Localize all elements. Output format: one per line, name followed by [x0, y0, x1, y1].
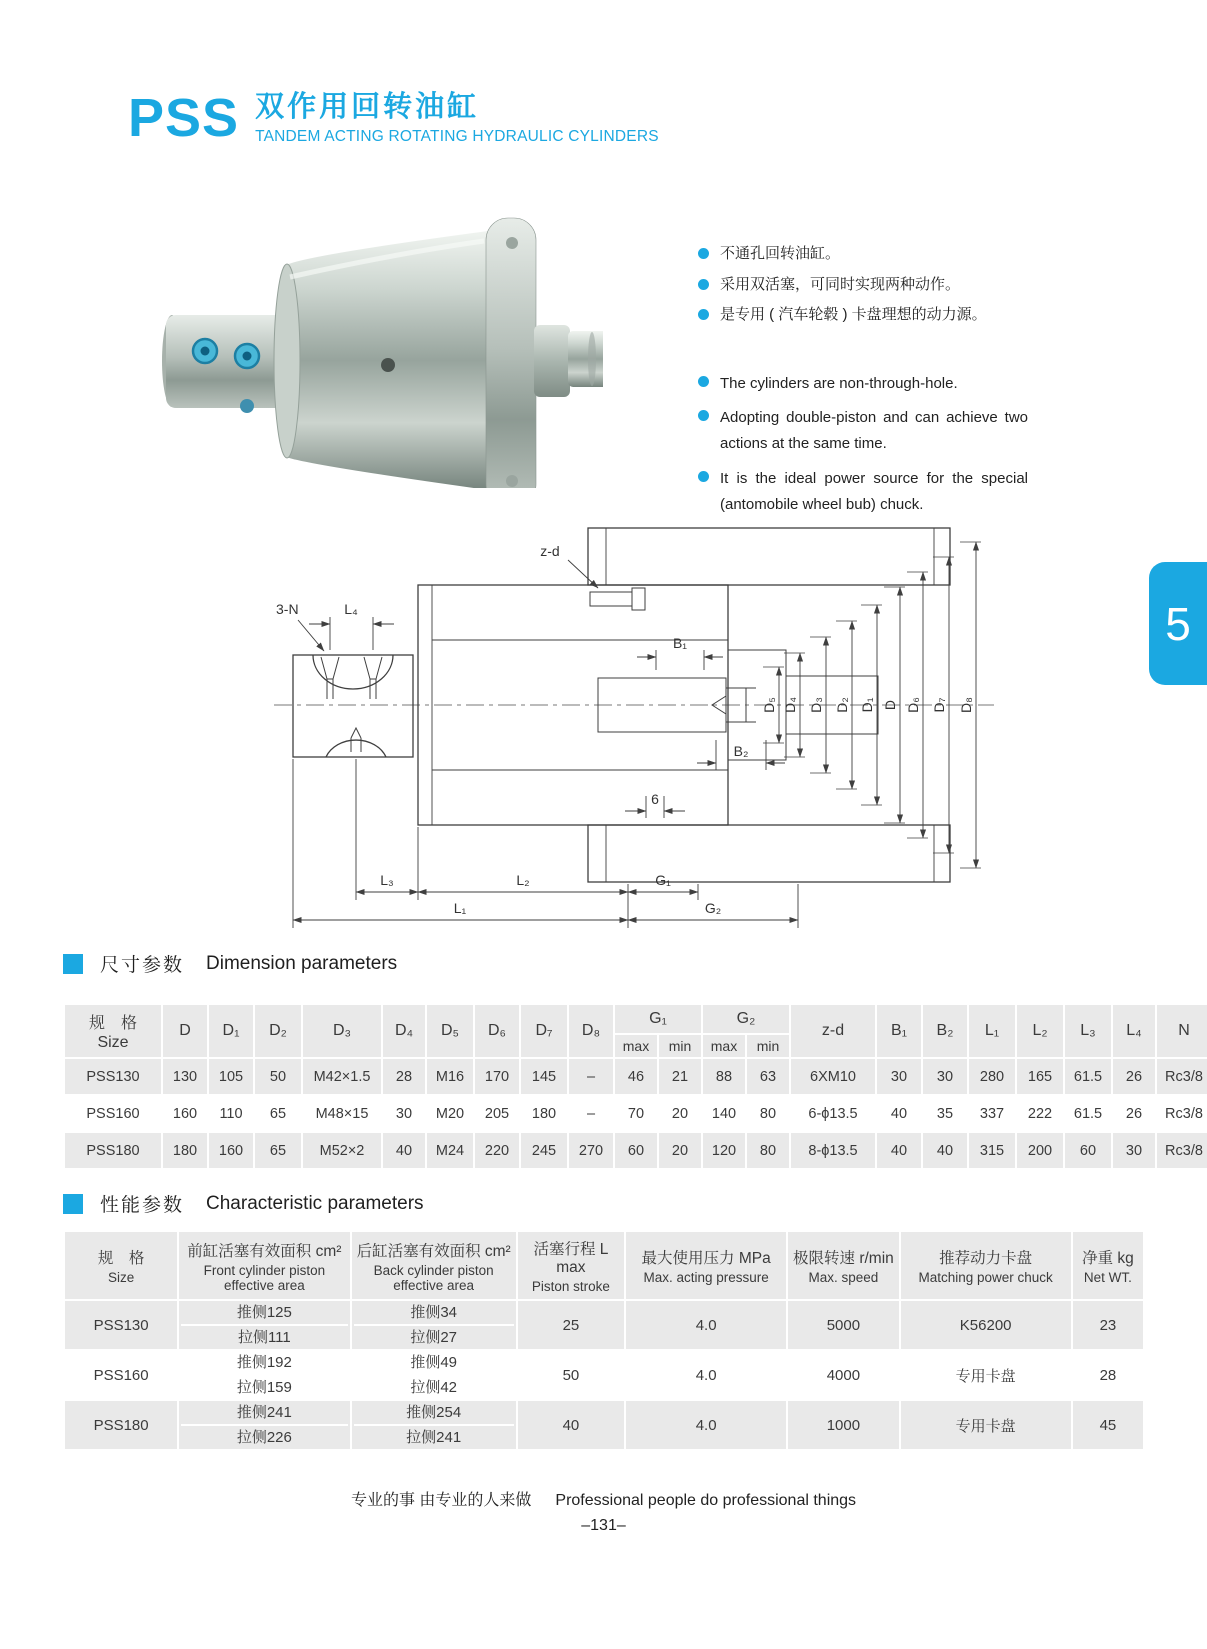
feature-list: [698, 243, 1028, 526]
table-cell: 25: [518, 1301, 624, 1349]
characteristic-table: [63, 1230, 1145, 1451]
section-title-zh: 性能参数: [100, 1195, 185, 1216]
table-cell: 160: [209, 1133, 253, 1168]
table-cell: 222: [1017, 1096, 1063, 1131]
table-cell: 6-ϕ13.5: [791, 1096, 875, 1131]
dim-label-3n: 3-N: [276, 601, 299, 617]
product-photo-image: [148, 203, 603, 488]
table-cell: 30: [923, 1059, 967, 1094]
table-cell: 130: [163, 1059, 207, 1094]
dim-label-g1: G₁: [655, 872, 671, 888]
section-bullet-icon: [63, 1194, 83, 1214]
cell-line: 拉侧42: [354, 1374, 514, 1399]
column-header: [352, 1232, 516, 1299]
header-size-zh: 规 格: [88, 1015, 137, 1032]
technical-drawing-image: [268, 500, 1003, 935]
header-en: Max. acting pressure: [643, 1270, 769, 1285]
table-cell: PSS180: [65, 1133, 161, 1168]
table-cell: 35: [923, 1096, 967, 1131]
cell-line: 拉侧159: [181, 1374, 347, 1399]
table-cell: 专用卡盘: [901, 1401, 1071, 1449]
column-header: B₂: [923, 1005, 967, 1057]
feature-list-en: [698, 371, 1028, 518]
table-cell: 80: [747, 1133, 789, 1168]
dim-label-b1: B₁: [672, 635, 688, 651]
feature-text: 是专用 ( 汽车轮毂 ) 卡盘理想的动力源。: [720, 306, 987, 323]
table-cell: 140: [703, 1096, 745, 1131]
cell-line: 拉侧111: [181, 1324, 347, 1349]
dim-label-d3: D₃: [808, 697, 824, 713]
cell-line: 推侧49: [410, 1354, 457, 1371]
chapter-number: 5: [1165, 597, 1191, 650]
header-zh: 最大使用压力 MPa: [641, 1250, 771, 1267]
section-title-en: Dimension parameters: [206, 952, 398, 974]
table-cell: 70: [615, 1096, 657, 1131]
feature-item: [698, 405, 1028, 457]
table-cell: [179, 1351, 349, 1399]
technical-drawing: [268, 500, 1003, 935]
feature-text: 不通孔回转油缸。: [720, 245, 841, 262]
header-zh: 净重 kg: [1082, 1250, 1134, 1267]
dim-label-d8: D₈: [958, 697, 974, 713]
table-cell: [352, 1301, 516, 1349]
table-cell: 1000: [788, 1401, 898, 1449]
drum-hole: [381, 358, 395, 372]
page-number: –131–: [581, 1517, 626, 1534]
header-zh: 活塞行程 L max: [533, 1241, 609, 1276]
header-zh: 前缸活塞有效面积 cm²: [187, 1242, 342, 1260]
header-zh: 极限转速 r/min: [793, 1250, 894, 1267]
table-cell: [352, 1351, 516, 1399]
table-cell: Rc3/8: [1157, 1133, 1207, 1168]
table-cell: 专用卡盘: [901, 1351, 1071, 1399]
dim-label-l2: L₂: [516, 872, 530, 888]
column-header: D₇: [521, 1005, 567, 1057]
drum-face: [274, 264, 300, 458]
table-cell: 61.5: [1065, 1059, 1111, 1094]
table-cell: 50: [518, 1351, 624, 1399]
title-block: [255, 92, 659, 146]
table-cell: 105: [209, 1059, 253, 1094]
feature-item: [698, 371, 1028, 397]
table-cell: 40: [877, 1133, 921, 1168]
dimension-table-body: [65, 1059, 1207, 1168]
table-cell: 337: [969, 1096, 1015, 1131]
table-cell: 180: [163, 1133, 207, 1168]
table-cell: 4.0: [626, 1351, 786, 1399]
cell-line: 拉侧241: [354, 1424, 514, 1449]
table-cell: 26: [1113, 1059, 1155, 1094]
section-bullet-icon: [63, 954, 83, 974]
header-en: Size: [107, 1270, 135, 1285]
column-header: D₄: [383, 1005, 425, 1057]
table-cell: PSS130: [65, 1059, 161, 1094]
table-cell: 65: [255, 1096, 301, 1131]
dimension-lines: [293, 542, 981, 928]
dim-label-d1: D₁: [859, 697, 875, 713]
table-cell: 4.0: [626, 1301, 786, 1349]
table-cell: PSS180: [65, 1401, 177, 1449]
flange-hole: [506, 475, 518, 487]
table-cell: 145: [521, 1059, 567, 1094]
hub: [534, 325, 570, 397]
dim-label-d: D: [882, 699, 898, 711]
chapter-tab: [1149, 562, 1207, 685]
header-en: Front cylinder piston effective area: [203, 1262, 326, 1293]
table-cell: 20: [659, 1096, 701, 1131]
table-cell: –: [569, 1059, 613, 1094]
table-row: [65, 1059, 1207, 1094]
table-cell: 20: [659, 1133, 701, 1168]
column-header: D₁: [209, 1005, 253, 1057]
cell-line: 推侧241: [236, 1404, 292, 1421]
column-header: L₁: [969, 1005, 1015, 1057]
oil-port-hole: [201, 347, 210, 356]
feature-list-zh: [698, 243, 1028, 327]
table-cell: [352, 1401, 516, 1449]
dim-label-d5: D₅: [761, 697, 777, 713]
section-title-zh: 尺寸参数: [100, 955, 185, 976]
table-cell: PSS160: [65, 1351, 177, 1399]
table-cell: M42×1.5: [303, 1059, 381, 1094]
column-header-g1: G₁: [615, 1005, 701, 1033]
bullet-icon: [698, 471, 709, 482]
dim-label-l4: L₄: [344, 601, 358, 617]
shaft-step: [588, 332, 596, 386]
subheader-max: max: [703, 1035, 745, 1057]
table-cell: 4000: [788, 1351, 898, 1399]
table-cell: 315: [969, 1133, 1015, 1168]
dimension-table: [63, 1003, 1203, 1170]
table-cell: 60: [615, 1133, 657, 1168]
table-cell: –: [569, 1096, 613, 1131]
subheader-max: max: [615, 1035, 657, 1057]
table-cell: 23: [1073, 1301, 1143, 1349]
header-en: Piston stroke: [531, 1279, 610, 1294]
dim-label-d4: D₄: [782, 697, 798, 713]
header-zh: 规 格: [97, 1250, 145, 1267]
flange-disc: [486, 218, 536, 488]
table-cell: 120: [703, 1133, 745, 1168]
column-header-size: [65, 1005, 161, 1057]
flange-hole: [506, 237, 518, 249]
header-en: Matching power chuck: [918, 1270, 1053, 1285]
feature-text: Adopting double-piston and can achieve two actions at the same time.: [720, 409, 1028, 453]
table-cell: 40: [923, 1133, 967, 1168]
column-header: [626, 1232, 786, 1299]
column-header: [1073, 1232, 1143, 1299]
dim-label-d7: D₇: [931, 697, 947, 713]
table-cell: 270: [569, 1133, 613, 1168]
table-row: [65, 1351, 1143, 1399]
table-cell: 8-ϕ13.5: [791, 1133, 875, 1168]
shaft: [568, 331, 603, 387]
table-cell: 61.5: [1065, 1096, 1111, 1131]
table-cell: 180: [521, 1096, 567, 1131]
footer-slogan-zh: 专业的事 由专业的人来做: [350, 1492, 532, 1509]
footer-slogan: [0, 1487, 1207, 1510]
column-header: [788, 1232, 898, 1299]
table-cell: 30: [877, 1059, 921, 1094]
cell-line: 推侧254: [406, 1404, 462, 1421]
cell-line: 推侧125: [236, 1304, 292, 1321]
oil-port-lower: [240, 399, 254, 413]
table-cell: M52×2: [303, 1133, 381, 1168]
table-cell: 80: [747, 1096, 789, 1131]
bullet-icon: [698, 248, 709, 259]
column-header: L₂: [1017, 1005, 1063, 1057]
header-en: Back cylinder piston effective area: [373, 1262, 494, 1293]
dim-label-g2: G₂: [704, 900, 722, 916]
table-cell: Rc3/8: [1157, 1096, 1207, 1131]
cell-line: 拉侧27: [354, 1324, 514, 1349]
bullet-icon: [698, 410, 709, 421]
table-cell: 6XM10: [791, 1059, 875, 1094]
dim-label-l3: L₃: [380, 872, 394, 888]
table-cell: 50: [255, 1059, 301, 1094]
column-header: D₅: [427, 1005, 473, 1057]
table-cell: 60: [1065, 1133, 1111, 1168]
table-cell: 5000: [788, 1301, 898, 1349]
page-footer: [0, 1487, 1207, 1535]
table-row: [65, 1301, 1143, 1349]
column-header: z-d: [791, 1005, 875, 1057]
table-cell: 40: [518, 1401, 624, 1449]
series-code: PSS: [128, 88, 240, 148]
column-header: B₁: [877, 1005, 921, 1057]
table-cell: 110: [209, 1096, 253, 1131]
table-cell: 21: [659, 1059, 701, 1094]
table-cell: [179, 1301, 349, 1349]
section-title-en: Characteristic parameters: [206, 1192, 424, 1214]
characteristic-section-title: [63, 1190, 424, 1217]
table-cell: 30: [1113, 1133, 1155, 1168]
oil-port-hole: [243, 352, 252, 361]
dim-label-l1: L₁: [453, 900, 467, 916]
dimension-section-title: [63, 950, 397, 977]
table-header-row: [65, 1232, 1143, 1299]
dim-label-d2: D₂: [834, 697, 850, 713]
table-cell: 65: [255, 1133, 301, 1168]
table-cell: 280: [969, 1059, 1015, 1094]
dim-label-b2: B₂: [733, 743, 749, 759]
table-cell: 26: [1113, 1096, 1155, 1131]
feature-item: [698, 304, 1028, 327]
table-row: [65, 1096, 1207, 1131]
column-header: [901, 1232, 1071, 1299]
table-cell: 28: [383, 1059, 425, 1094]
dim-label-zd: z-d: [540, 543, 560, 559]
table-cell: PSS130: [65, 1301, 177, 1349]
bullet-icon: [698, 279, 709, 290]
cell-line: 拉侧226: [181, 1424, 347, 1449]
header-size-en: Size: [97, 1034, 129, 1051]
table-cell: 165: [1017, 1059, 1063, 1094]
table-cell: 63: [747, 1059, 789, 1094]
table-cell: 45: [1073, 1401, 1143, 1449]
table-cell: M24: [427, 1133, 473, 1168]
header-en: Max. speed: [808, 1270, 879, 1285]
dim-label-d6: D₆: [905, 697, 921, 713]
table-cell: 245: [521, 1133, 567, 1168]
column-header: D₆: [475, 1005, 519, 1057]
column-header: D₂: [255, 1005, 301, 1057]
table-cell: 30: [383, 1096, 425, 1131]
table-cell: 40: [877, 1096, 921, 1131]
characteristic-table-body: [65, 1301, 1143, 1449]
dim-label-6: 6: [651, 791, 659, 807]
table-cell: M20: [427, 1096, 473, 1131]
column-header: [518, 1232, 624, 1299]
page-header: [128, 90, 659, 147]
feature-text: It is the ideal power source for the special (antomobile wheel bub) chuck.: [720, 469, 1028, 513]
table-cell: 205: [475, 1096, 519, 1131]
table-cell: 4.0: [626, 1401, 786, 1449]
footer-slogan-en: Professional people do professional things: [555, 1492, 857, 1509]
table-cell: 46: [615, 1059, 657, 1094]
product-photo: [148, 203, 603, 488]
column-header: L₄: [1113, 1005, 1155, 1057]
column-header-g2: G₂: [703, 1005, 789, 1033]
column-header: D: [163, 1005, 207, 1057]
column-header: D₈: [569, 1005, 613, 1057]
characteristic-table-grid: [63, 1230, 1145, 1451]
feature-text: 采用双活塞，可同时实现两种动作。: [720, 275, 961, 293]
dimension-labels: [276, 543, 974, 916]
page-title-en: TANDEM ACTING ROTATING HYDRAULIC CYLINDERS: [255, 127, 659, 145]
header-en: Net WT.: [1083, 1270, 1132, 1285]
table-cell: M48×15: [303, 1096, 381, 1131]
table-cell: 28: [1073, 1351, 1143, 1399]
cell-line: 推侧192: [236, 1354, 292, 1371]
feature-text: The cylinders are non-through-hole.: [720, 374, 958, 392]
cell-line: 推侧34: [410, 1304, 457, 1321]
table-cell: 160: [163, 1096, 207, 1131]
table-cell: [179, 1401, 349, 1449]
column-header: N: [1157, 1005, 1207, 1057]
column-header: D₃: [303, 1005, 381, 1057]
table-cell: 200: [1017, 1133, 1063, 1168]
table-row: [65, 1401, 1143, 1449]
header-zh: 后缸活塞有效面积 cm²: [356, 1242, 511, 1260]
table-cell: 40: [383, 1133, 425, 1168]
column-header: [65, 1232, 177, 1299]
column-header: [179, 1232, 349, 1299]
table-cell: 88: [703, 1059, 745, 1094]
bullet-icon: [698, 376, 709, 387]
page-title-zh: 双作用回转油缸: [255, 91, 480, 123]
table-cell: Rc3/8: [1157, 1059, 1207, 1094]
table-cell: 170: [475, 1059, 519, 1094]
feature-item: [698, 243, 1028, 266]
subheader-min: min: [747, 1035, 789, 1057]
subheader-min: min: [659, 1035, 701, 1057]
bullet-icon: [698, 309, 709, 320]
table-row: [65, 1133, 1207, 1168]
column-header: L₃: [1065, 1005, 1111, 1057]
table-cell: K56200: [901, 1301, 1071, 1349]
table-cell: PSS160: [65, 1096, 161, 1131]
table-cell: 220: [475, 1133, 519, 1168]
table-cell: M16: [427, 1059, 473, 1094]
table-header-row: [65, 1005, 1207, 1033]
header-zh: 推荐动力卡盘: [939, 1250, 1033, 1267]
feature-item: [698, 274, 1028, 297]
dimension-table-grid: [63, 1003, 1207, 1170]
